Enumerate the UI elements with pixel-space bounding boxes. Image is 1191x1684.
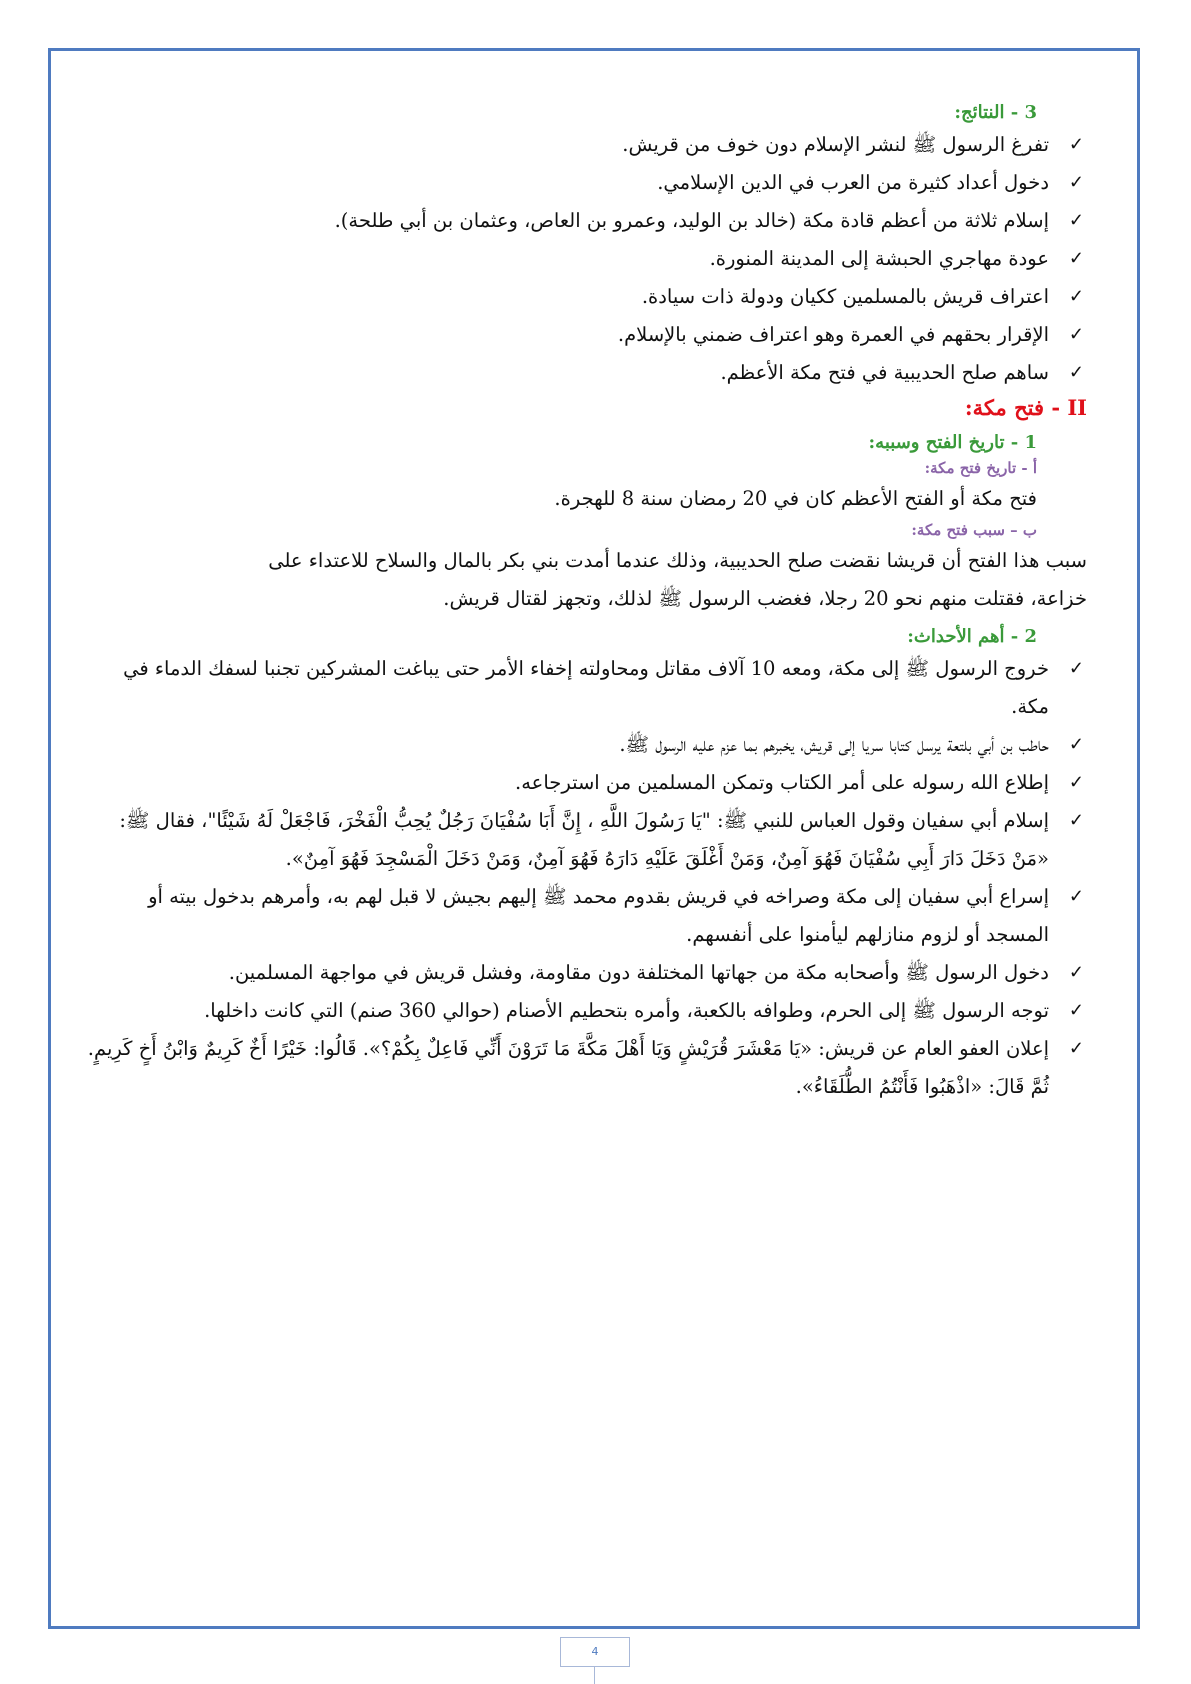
checkmark-icon: ✓ bbox=[1068, 172, 1084, 193]
events-list bbox=[85, 650, 1087, 1106]
section-heading-mecca: II - فتح مكة: bbox=[964, 395, 1087, 420]
list-item: ✓ إسلام أبي سفيان وقول العباس للنبي ﷺ: "يَا رَسُولَ اللَّهِ ، إِنَّ أَبَا سُفْيَانَ رَجُلٌ يُحِبُّ الْفَخْرَ، فَاجْعَلْ لَهُ شَيْئًا"، فقال ﷺ: «مَنْ دَخَلَ دَارَ أَبِي سُفْيَانَ فَهُوَ آمِنٌ، وَمَنْ أَغْلَقَ عَلَيْهِ دَارَهُ فَهُوَ آمِنٌ، وَمَنْ دَخَلَ الْمَسْجِدَ فَهُوَ آمِنٌ». bbox=[85, 802, 1087, 878]
cause-text-line-1: سبب هذا الفتح أن قريشا نقضت صلح الحديبية، وذلك عندما أمدت بني بكر بالمال والسلاح للاعتداء على bbox=[268, 549, 1087, 572]
checkmark-icon: ✓ bbox=[1068, 248, 1084, 269]
checkmark-icon: ✓ bbox=[1068, 1000, 1084, 1021]
subsection-heading-date-cause: 1 - تاريخ الفتح وسببه: bbox=[868, 432, 1037, 453]
list-item: ✓ إسراع أبي سفيان إلى مكة وصراخه في قريش بقدوم محمد ﷺ إليهم بجيش لا قبل لهم به، وأمرهم بدخول بيته أو المسجد أو لزوم منازلهم ليأمنوا على أنفسهم. bbox=[85, 878, 1087, 954]
list-item: ✓ حاطب بن أبي بلتعة يرسل كتابا سريا إلى قريش، يخبرهم بما عزم عليه الرسول ﷺ. bbox=[85, 726, 1087, 764]
document-body bbox=[85, 100, 1087, 1106]
heading-cause: ب – سبب فتح مكة: bbox=[911, 521, 1037, 539]
checkmark-icon: ✓ bbox=[1068, 1038, 1084, 1059]
list-item: ✓ إعلان العفو العام عن قريش: «يَا مَعْشَرَ قُرَيْشٍ وَيَا أَهْلَ مَكَّةَ مَا تَرَوْنَ أَنِّي فَاعِلٌ بِكُمْ؟». قَالُوا: خَيْرًا أَخٌ كَرِيمٌ وَابْنُ أَخٍ كَرِيمٍ. ثُمَّ قَالَ: «اذْهَبُوا فَأَنْتُمُ الطُّلَقَاءُ». bbox=[85, 1030, 1087, 1106]
checkmark-icon: ✓ bbox=[1068, 734, 1084, 755]
date-text: فتح مكة أو الفتح الأعظم كان في 20 رمضان سنة 8 للهجرة. bbox=[554, 487, 1037, 510]
list-item: ✓ ساهم صلح الحديبية في فتح مكة الأعظم. bbox=[85, 354, 1087, 392]
list-item: ✓ اعتراف قريش بالمسلمين ككيان ودولة ذات سيادة. bbox=[85, 278, 1087, 316]
page-number: 4 bbox=[560, 1637, 630, 1667]
heading-date: أ - تاريخ فتح مكة: bbox=[924, 459, 1037, 477]
checkmark-icon: ✓ bbox=[1068, 210, 1084, 231]
checkmark-icon: ✓ bbox=[1068, 810, 1084, 831]
list-item: ✓ خروج الرسول ﷺ إلى مكة، ومعه 10 آلاف مقاتل ومحاولته إخفاء الأمر حتى يباغت المشركين تجنبا لسفك الدماء في مكة. bbox=[85, 650, 1087, 726]
checkmark-icon: ✓ bbox=[1068, 886, 1084, 907]
list-item: ✓ دخول الرسول ﷺ وأصحابه مكة من جهاتها المختلفة دون مقاومة، وفشل قريش في مواجهة المسلمين. bbox=[85, 954, 1087, 992]
checkmark-icon: ✓ bbox=[1068, 962, 1084, 983]
checkmark-icon: ✓ bbox=[1068, 134, 1084, 155]
list-item: ✓ توجه الرسول ﷺ إلى الحرم، وطوافه بالكعبة، وأمره بتحطيم الأصنام (حوالي 360 صنم) التي كانت داخلها. bbox=[85, 992, 1087, 1030]
checkmark-icon: ✓ bbox=[1068, 324, 1084, 345]
list-item: ✓ إطلاع الله رسوله على أمر الكتاب وتمكن المسلمين من استرجاعه. bbox=[85, 764, 1087, 802]
list-item: ✓ تفرغ الرسول ﷺ لنشر الإسلام دون خوف من قريش. bbox=[85, 126, 1087, 164]
list-item: ✓ إسلام ثلاثة من أعظم قادة مكة (خالد بن الوليد، وعمرو بن العاص، وعثمان بن أبي طلحة). bbox=[85, 202, 1087, 240]
list-item: ✓ الإقرار بحقهم في العمرة وهو اعتراف ضمني بالإسلام. bbox=[85, 316, 1087, 354]
checkmark-icon: ✓ bbox=[1068, 362, 1084, 383]
cause-text-line-2: خزاعة، فقتلت منهم نحو 20 رجلا، فغضب الرسول ﷺ لذلك، وتجهز لقتال قريش. bbox=[443, 587, 1087, 610]
page-number-connector bbox=[594, 1667, 595, 1684]
list-item: ✓ عودة مهاجري الحبشة إلى المدينة المنورة. bbox=[85, 240, 1087, 278]
checkmark-icon: ✓ bbox=[1068, 772, 1084, 793]
list-item: ✓ دخول أعداد كثيرة من العرب في الدين الإسلامي. bbox=[85, 164, 1087, 202]
results-list bbox=[85, 126, 1087, 392]
checkmark-icon: ✓ bbox=[1068, 286, 1084, 307]
checkmark-icon: ✓ bbox=[1068, 658, 1084, 679]
results-heading: 3 - النتائج: bbox=[954, 102, 1037, 123]
subsection-heading-events: 2 - أهم الأحداث: bbox=[907, 626, 1037, 647]
